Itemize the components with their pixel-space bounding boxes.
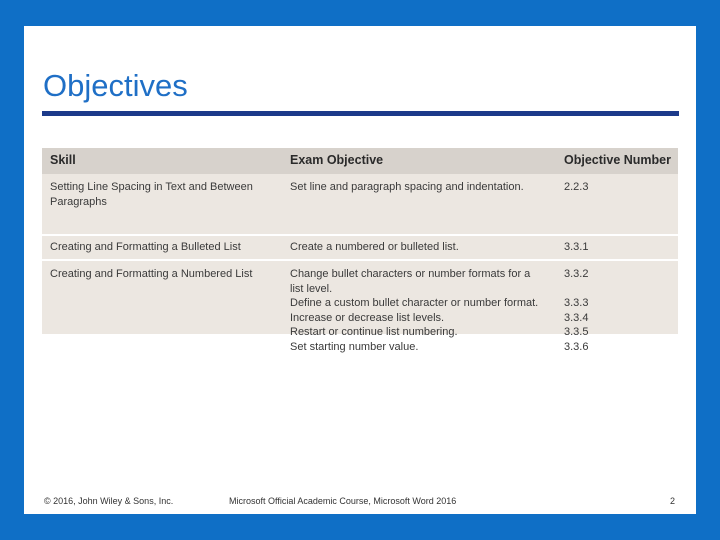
- title-rule: [42, 111, 679, 116]
- cell-line: Increase or decrease list levels.: [290, 311, 445, 324]
- objective-cell: [290, 267, 552, 354]
- header-skill: Skill: [50, 153, 76, 167]
- table-row: [42, 236, 678, 259]
- cell-line: 3.3.6: [564, 340, 589, 353]
- cell-line: Define a custom bullet character or number format.: [290, 297, 539, 309]
- header-objective-number: Objective Number: [564, 153, 671, 167]
- objective-cell: [290, 180, 552, 195]
- number-cell: [564, 267, 674, 354]
- cell-line: 3.3.5: [564, 326, 589, 338]
- header-exam-objective: Exam Objective: [290, 153, 384, 167]
- number-cell: [564, 240, 674, 255]
- cell-line: Creating and Formatting a Numbered List: [50, 268, 253, 280]
- skill-cell: [50, 180, 280, 209]
- cell-line: Change bullet characters or number formats for a: [290, 268, 531, 280]
- table-row: [42, 261, 678, 353]
- cell-line: [564, 282, 674, 297]
- objectives-table: [42, 148, 678, 353]
- cell-line: Create a numbered or bulleted list.: [290, 241, 459, 253]
- table-row: [42, 174, 678, 234]
- cell-line: Paragraphs: [50, 195, 107, 208]
- cell-line: Creating and Formatting a Bulleted List: [50, 241, 241, 253]
- cell-line: Restart or continue list numbering.: [290, 326, 458, 338]
- slide: [24, 26, 696, 514]
- footer-page-number: 2: [670, 496, 676, 506]
- number-cell: [564, 180, 674, 195]
- cell-line: 3.3.4: [564, 311, 589, 324]
- skill-cell: [50, 240, 280, 255]
- cell-line: list level.: [290, 282, 333, 295]
- table-header-row: [42, 148, 678, 174]
- cell-line: 3.3.3: [564, 297, 589, 309]
- cell-line: 3.3.1: [564, 241, 589, 253]
- skill-cell: [50, 267, 280, 282]
- cell-line: Setting Line Spacing in Text and Between: [50, 181, 253, 193]
- cell-line: Set line and paragraph spacing and indentation.: [290, 181, 524, 193]
- cell-line: 3.3.2: [564, 268, 589, 280]
- slide-title: Objectives: [43, 68, 188, 103]
- footer-copyright: © 2016, John Wiley & Sons, Inc.: [44, 496, 174, 506]
- cell-line: 2.2.3: [564, 181, 589, 193]
- cell-line: Set starting number value.: [290, 340, 419, 353]
- objective-cell: [290, 240, 552, 255]
- footer-course: Microsoft Official Academic Course, Microsoft Word 2016: [229, 496, 457, 506]
